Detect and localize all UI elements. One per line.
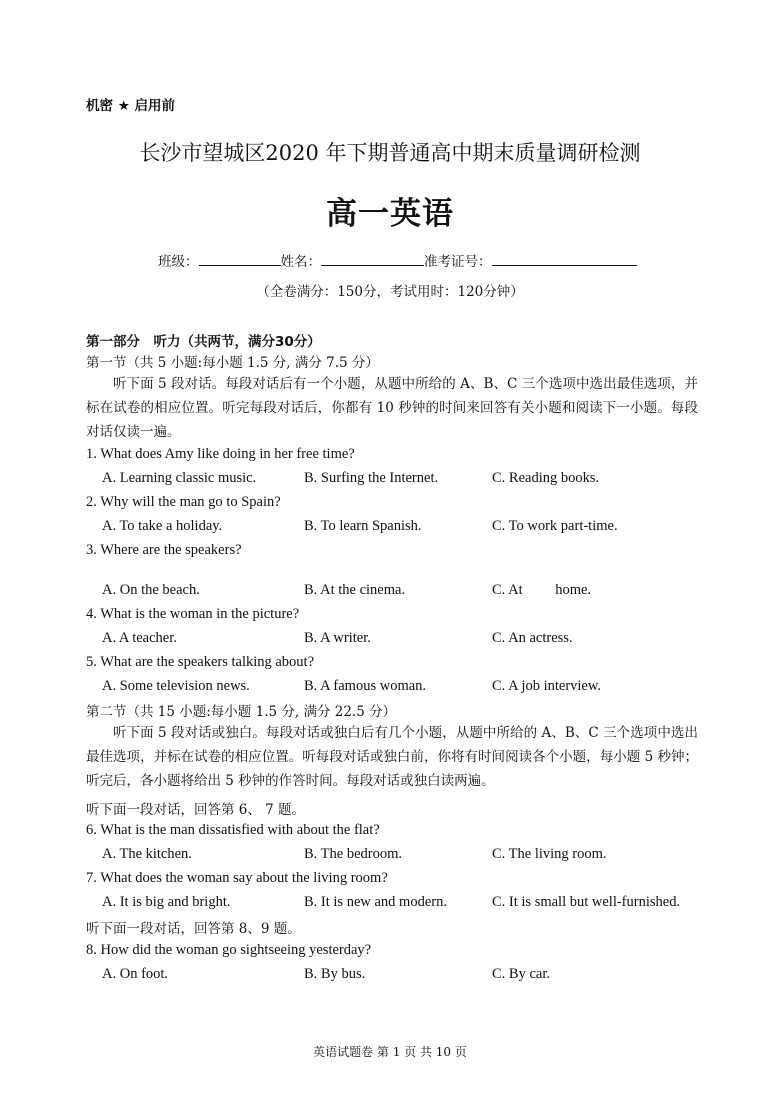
question-8: 8. How did the woman go sightseeing yesterday?: [86, 942, 372, 958]
name-blank: [321, 251, 424, 266]
q2-option-a: A. To take a holiday.: [102, 518, 223, 534]
q3-option-a: A. On the beach.: [102, 582, 200, 598]
q6-option-a: A. The kitchen.: [102, 846, 192, 862]
exam-id-blank: [492, 251, 637, 266]
question-1: 1. What does Amy like doing in her free time?: [86, 446, 355, 462]
q8-option-c: C. By car.: [492, 966, 550, 982]
confidential-label: 机密 ★ 启用前: [86, 98, 176, 114]
q7-option-b: B. It is new and modern.: [304, 894, 447, 910]
question-6: 6. What is the man dissatisfied with about the flat?: [86, 822, 380, 838]
group1-instruction: 听下面一段对话，回答第 6、 7 题。: [86, 802, 306, 818]
class-blank: [199, 251, 281, 266]
q4-option-a: A. A teacher.: [102, 630, 177, 646]
q8-option-a: A. On foot.: [102, 966, 169, 982]
q6-option-c: C. The living room.: [492, 846, 607, 862]
q5-option-c: C. A job interview.: [492, 678, 602, 694]
section1-heading: 第一节（共 5 小题:每小题 1.5 分, 满分 7.5 分）: [86, 355, 379, 371]
q2-option-c: C. To work part-time.: [492, 518, 618, 534]
q8-option-b: B. By bus.: [304, 966, 366, 982]
q4-option-c: C. An actress.: [492, 630, 573, 646]
subject-title: 高一英语: [326, 196, 454, 232]
q1-option-a: A. Learning classic music.: [102, 470, 257, 486]
q7-option-a: A. It is big and bright.: [102, 894, 231, 910]
question-4: 4. What is the woman in the picture?: [86, 606, 300, 622]
section1-instruction: 听下面 5 段对话。每段对话后有一个小题，从题中所给的 A、B、C 三个选项中选出最佳选项，并标在试卷的相应位置。听完每段对话后，你都有 10 秒钟的时间来回答有关小题和阅读下一小题。每段对话仅读一遍。: [86, 376, 698, 440]
question-3: 3. Where are the speakers?: [86, 542, 242, 558]
score-time-note: （全卷满分：150分，考试用时：120分钟）: [256, 284, 524, 300]
group2-instruction: 听下面一段对话，回答第 8、9 题。: [86, 921, 301, 937]
q7-option-c: C. It is small but well-furnished.: [492, 894, 681, 910]
question-5: 5. What are the speakers talking about?: [86, 654, 315, 670]
page-footer: 英语试题卷 第 1 页 共 10 页: [313, 1045, 467, 1059]
section2-heading: 第二节（共 15 小题:每小题 1.5 分, 满分 22.5 分）: [86, 704, 397, 720]
student-info-line: [158, 250, 637, 270]
exam-id-label: 准考证号：: [424, 254, 492, 270]
q1-option-b: B. Surfing the Internet.: [304, 470, 439, 486]
q3-option-c: C. At home.: [492, 582, 592, 598]
q2-option-b: B. To learn Spanish.: [304, 518, 422, 534]
question-2: 2. Why will the man go to Spain?: [86, 494, 281, 510]
q3-option-b: B. At the cinema.: [304, 582, 406, 598]
q4-option-b: B. A writer.: [304, 630, 371, 646]
q1-option-c: C. Reading books.: [492, 470, 600, 486]
exam-title: 长沙市望城区2020 年下期普通高中期末质量调研检测: [139, 141, 641, 165]
question-7: 7. What does the woman say about the living room?: [86, 870, 388, 886]
part1-title: 第一部分 听力（共两节，满分30分）: [86, 334, 321, 350]
q5-option-a: A. Some television news.: [102, 678, 250, 694]
q6-option-b: B. The bedroom.: [304, 846, 402, 862]
section2-instruction: 听下面 5 段对话或独白。每段对话或独白后有几个小题，从题中所给的 A、B、C 三个选项中选出最佳选项，并标在试卷的相应位置。听每段对话或独白前，你将有时间阅读各个小题，每小题 5 秒钟；听完后，各小题将给出 5 秒钟的作答时间。每段对话或独白读两遍。: [86, 725, 698, 789]
name-label: 姓名：: [280, 254, 321, 270]
q5-option-b: B. A famous woman.: [304, 678, 427, 694]
class-label: 班级：: [158, 254, 199, 270]
